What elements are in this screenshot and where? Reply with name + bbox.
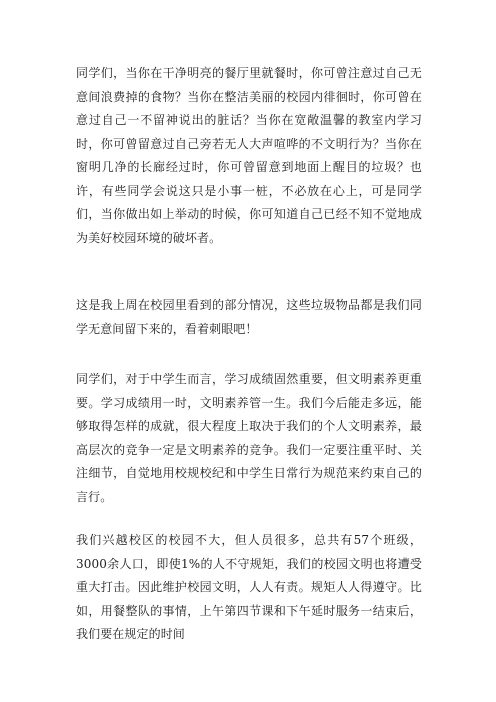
paragraph-3: 同学们，对于中学生而言，学习成绩固然重要，但文明素养更重要。学习成绩用一时，文明素养管一生。我们今后能走多远，能够取得怎样的成就，很大程度上取决于我们的个人文明素养，最高层次的竞争一定是文明素养的竞争。我们一定要注重平时、关注细节，自觉地用校规校纪和中学生日常行为规范来约束自己的言行。	[76, 372, 422, 504]
paragraph-4: 我们兴越校区的校园不大，但人员很多，总共有57个班级，3000余人口，即使1%的人不守规矩，我们的校园文明也将遭受重大打击。因此维护校园文明，人人有责。规矩人人得遵守。比如，用餐整队的事情，上午第四节课和下午延时服务一结束后，我们要在规定的时间	[76, 533, 422, 641]
paragraph-2: 这是我上周在校园里看到的部分情况，这些垃圾物品都是我们同学无意间留下来的，看着刺眼吧！	[76, 298, 422, 336]
paragraph-1: 同学们，当你在干净明亮的餐厅里就餐时，你可曾注意过自己无意间浪费掉的食物？当你在整洁美丽的校园内徘徊时，你可曾在意过自己一不留神说出的脏话？当你在宽敞温馨的教室内学习时，你可曾留意过自己旁若无人大声喧哗的不文明行为？当你在窗明几净的长廊经过时，你可曾留意到地面上醒目的垃圾？也许，有些同学会说这只是小事一桩，不必放在心上，可是同学们，当你做出如上举动的时候，你可知道自己已经不知不觉地成为美好校园环境的破坏者。	[76, 66, 422, 245]
